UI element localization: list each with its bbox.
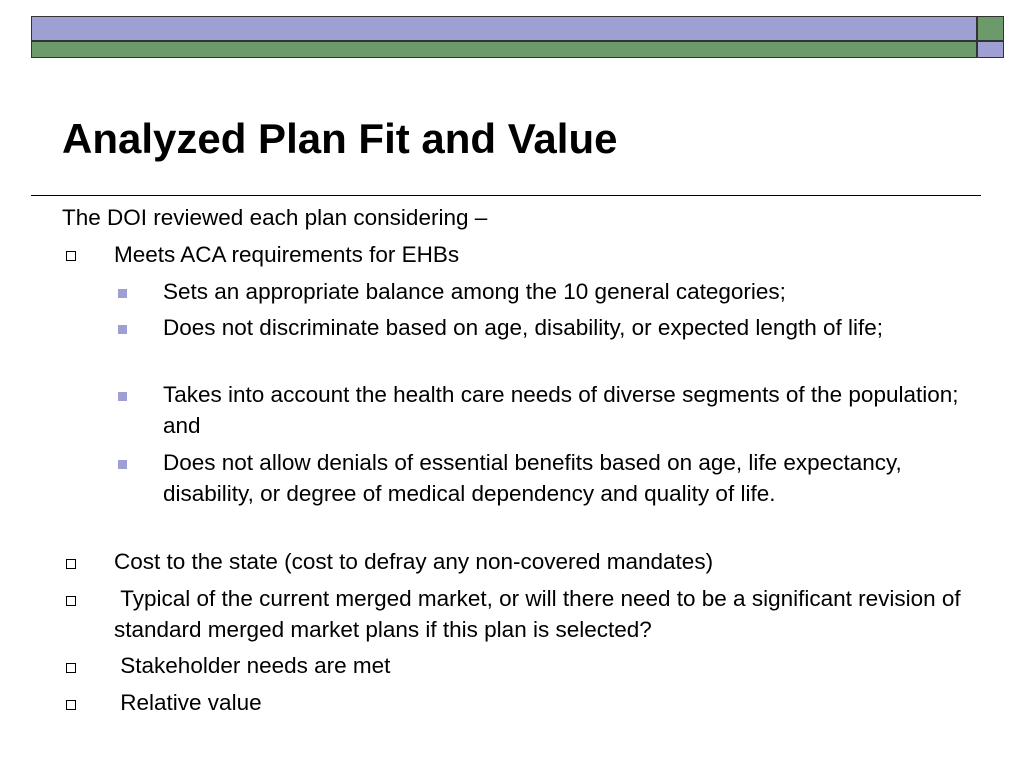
hollow-square-bullet-icon bbox=[66, 663, 76, 673]
intro-text: The DOI reviewed each plan considering – bbox=[62, 205, 488, 230]
sub-bullet-balance: Sets an appropriate balance among the 10 general categories; bbox=[163, 279, 786, 304]
bullet-item-stakeholder-needs: Stakeholder needs are met bbox=[114, 653, 391, 678]
header-square-top bbox=[977, 16, 1004, 41]
hollow-square-bullet-icon bbox=[66, 596, 76, 606]
bullet-item-cost-to-state: Cost to the state (cost to defray any non-covered mandates) bbox=[114, 549, 714, 574]
title-divider bbox=[31, 195, 981, 196]
bullet-item-merged-market: Typical of the current merged market, or will there need to be a significant revision of standard merged market plans if this plan is selected? bbox=[114, 586, 967, 642]
hollow-square-bullet-icon bbox=[66, 251, 76, 261]
hollow-square-bullet-icon bbox=[66, 700, 76, 710]
sub-bullet-no-discrimination: Does not discriminate based on age, disability, or expected length of life; bbox=[163, 315, 883, 340]
filled-square-bullet-icon bbox=[118, 460, 127, 469]
header-band-bottom bbox=[31, 41, 977, 58]
header-band-top bbox=[31, 16, 977, 41]
slide-title: Analyzed Plan Fit and Value bbox=[62, 115, 618, 162]
filled-square-bullet-icon bbox=[118, 392, 127, 401]
filled-square-bullet-icon bbox=[118, 325, 127, 334]
sub-bullet-diverse-needs: Takes into account the health care needs of diverse segments of the population; and bbox=[163, 382, 959, 438]
bullet-item-aca-requirements: Meets ACA requirements for EHBs bbox=[114, 242, 460, 267]
sub-bullet-no-denials: Does not allow denials of essential benefits based on age, life expectancy, disability, or degree of medical dependency and quality of life. bbox=[163, 450, 902, 506]
hollow-square-bullet-icon bbox=[66, 559, 76, 569]
bullet-item-relative-value: Relative value bbox=[114, 690, 262, 715]
filled-square-bullet-icon bbox=[118, 289, 127, 298]
header-square-bottom bbox=[977, 41, 1004, 58]
